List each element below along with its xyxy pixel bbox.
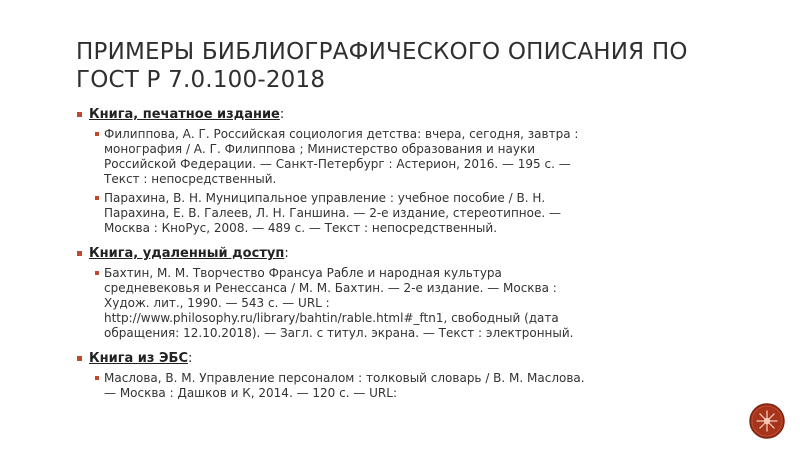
section-heading-colon: : (279, 107, 285, 122)
citation-line: Текст : непосредственный. (104, 172, 277, 186)
square-bullet-icon (77, 251, 82, 256)
square-bullet-icon (77, 112, 82, 117)
entry-list (76, 266, 716, 341)
citation-entry (76, 191, 716, 236)
citation-line: Парахина, Е. В. Галеев, Л. Н. Ганшина. — 2-е издание, стереотипное. — (104, 206, 561, 220)
section-heading-colon: : (188, 351, 193, 366)
slide-title-line: ПРИМЕРЫ БИБЛИОГРАФИЧЕСКОГО ОПИСАНИЯ ПО (76, 39, 688, 65)
entry-list (76, 127, 716, 236)
square-bullet-icon (95, 196, 99, 200)
section-heading (76, 106, 716, 124)
square-bullet-icon (95, 132, 99, 136)
section-heading (76, 350, 716, 368)
entry-list (76, 371, 716, 401)
slide-title-line: ГОСТ Р 7.0.100-2018 (76, 67, 326, 93)
section-heading-colon: : (284, 246, 289, 261)
section-heading-text: Книга из ЭБС (89, 351, 188, 366)
citation-entry (76, 266, 716, 341)
citation-line: — Москва : Дашков и К, 2014. — 120 с. — URL: (104, 386, 397, 400)
square-bullet-icon (77, 356, 82, 361)
square-bullet-icon (95, 376, 99, 380)
citation-line: средневековья и Ренессанса / М. М. Бахтин. — 2-е издание. — Москва : (104, 281, 557, 295)
section-heading-text: Книга, печатное издание (89, 107, 280, 122)
section-heading (76, 245, 716, 263)
citation-line: Маслова, В. М. Управление персоналом : толковый словарь / В. М. Маслова. (104, 371, 585, 385)
citation-line: http://www.philosophy.ru/library/bahtin/rable.html#_ftn1, свободный (дата (104, 311, 559, 325)
citation-line: Парахина, В. Н. Муниципальное управление : учебное пособие / В. Н. (104, 191, 546, 205)
slide-badge-icon (748, 402, 786, 440)
citation-line: Филиппова, А. Г. Российская социология детства: вчера, сегодня, завтра : (104, 127, 579, 141)
section-ebs-book (76, 350, 716, 401)
citation-entry (76, 371, 716, 401)
citation-entry (76, 127, 716, 187)
section-remote-access-book (76, 245, 716, 341)
citation-line: Бахтин, М. М. Творчество Франсуа Рабле и народная культура (104, 266, 502, 280)
square-bullet-icon (95, 271, 99, 275)
citation-line: Российской Федерации. — Санкт-Петербург : Астерион, 2016. — 195 с. — (104, 157, 571, 171)
section-printed-book (76, 106, 716, 236)
citation-line: обращения: 12.10.2018). — Загл. с титул. экрана. — Текст : электронный. (104, 326, 574, 340)
slide-title (76, 38, 736, 94)
citation-line: Худож. лит., 1990. — 543 с. — URL : (104, 296, 330, 310)
citation-line: Москва : КноРус, 2008. — 489 с. — Текст : непосредственный. (104, 221, 498, 235)
section-heading-text: Книга, удаленный доступ (89, 246, 285, 261)
citation-line: монография / А. Г. Филиппова ; Министерство образования и науки (104, 142, 536, 156)
slide-content (76, 106, 716, 401)
